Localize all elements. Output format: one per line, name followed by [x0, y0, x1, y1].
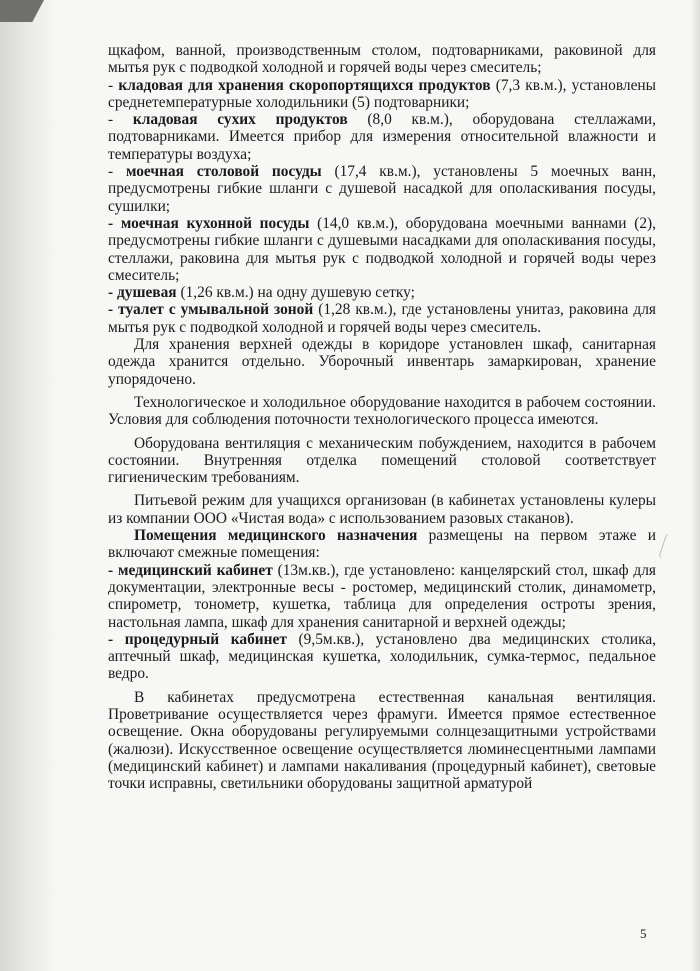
text-run: (14,0 кв.м.), оборудована моечными ваннами (2), предусмотрены гибкие шланги с душевыми насадками для ополаскивания посуды, стеллажи, раковина для мытья рук с подводкой холодной и горячей воды через смеситель;	[108, 214, 657, 284]
paragraph	[108, 631, 656, 683]
scan-edge-shadow	[0, 0, 58, 971]
paragraph	[108, 562, 656, 631]
paragraph	[108, 215, 656, 284]
paragraph	[108, 527, 656, 562]
text-run: Для хранения верхней одежды в коридоре установлен шкаф, санитарная одежда хранится отдельно. Уборочный инвентарь замаркирован, хранение упорядочено.	[108, 336, 656, 388]
bold-term: - моечная кухонной посуды	[108, 214, 310, 232]
paragraph	[108, 301, 656, 336]
text-run: Оборудована вентиляция с механическим побуждением, находится в рабочем состоянии. Внутренняя отделка помещений столовой соответствует гигиеническим требованиям.	[108, 434, 656, 487]
page-number: 5	[640, 926, 647, 941]
text-run: -	[108, 111, 133, 129]
bold-term: - туалет с умывальной зоной	[108, 301, 314, 319]
text-run: щкафом, ванной, производственным столом, подтоварниками, раковиной для мытья рук с подводкой холодной и горячей воды через смеситель;	[108, 42, 656, 77]
text-run: (7,3 кв.м.), установлены среднетемпературные холодильники (5) подтоварники;	[108, 76, 656, 111]
text-run: (13м.кв.), где установлено: канцелярский стол, шкаф для документации, электронные весы - ростомер, медицинский столик, динамометр, спирометр, тонометр, кушетка, таблица для определения остроты зрения, настольная лампа, шкаф для хранения санитарной и верхней одежды;	[108, 561, 656, 631]
paragraph	[108, 492, 656, 527]
pen-mark	[658, 533, 675, 561]
text-run: В кабинетах предусмотрена естественная канальная вентиляция. Проветривание осуществляется через фрамуги. Имеется прямое естественное освещение. Окна оборудованы регулируемыми солнцезащитными устройствами (жалюзи). Искусственное освещение осуществляется люминесцентными лампами (медицинский кабинет) и лампами накаливания (процедурный кабинет), световые точки исправны, светильники оборудованы защитной арматурой	[108, 688, 656, 793]
paragraph	[108, 435, 656, 487]
bold-term: - душевая	[108, 284, 177, 302]
paragraph	[108, 336, 656, 388]
paragraph	[108, 163, 656, 215]
text-run: (9,5м.кв.), установлено два медицинских столика, аптечный шкаф, медицинская кушетка, холодильник, сумка-термос, педальное ведро.	[108, 630, 656, 683]
text-run: (1,26 кв.м.) на одну душевую сетку;	[176, 284, 415, 302]
scan-edge-right	[690, 0, 700, 971]
paragraph	[108, 77, 656, 112]
bold-term: кладовая для хранения скоропортящихся продуктов	[118, 76, 491, 94]
text-run: -	[108, 163, 126, 181]
text-run: Технологическое и холодильное оборудование находится в рабочем состоянии. Условия для соблюдения поточности технологического процесса имеются.	[108, 393, 656, 429]
bold-term: Помещения медицинского назначения	[134, 527, 418, 545]
bold-term: кладовая сухих продуктов	[132, 111, 348, 129]
text-run: размещены на первом этаже и включают смежные помещения:	[108, 527, 656, 562]
paragraph	[108, 42, 656, 77]
paragraph	[108, 689, 656, 793]
document-body	[108, 42, 656, 792]
paragraph	[108, 111, 656, 163]
text-run: (17,4 кв.м.), установлены 5 моечных ванн, предусмотрены гибкие шланги с душевой насадкой для ополаскивания посуды, сушилки;	[108, 163, 656, 215]
bold-term: - процедурный кабинет	[108, 630, 287, 648]
paragraph	[108, 394, 656, 429]
text-run: (1,28 кв.м.), где установлены унитаз, раковина для мытья рук с подводкой холодной и горячей воды через смеситель.	[108, 301, 656, 336]
bold-term: - медицинский кабинет	[108, 561, 273, 579]
text-run: Питьевой режим для учащихся организован (в кабинетах установлены кулеры из компании ООО «Чистая вода» с использованием разовых стаканов).	[108, 492, 656, 527]
text-run: (8,0 кв.м.), оборудована стеллажами, подтоварниками. Имеется прибор для измерения относительной влажности и температуры воздуха;	[108, 111, 656, 163]
paragraph	[108, 284, 656, 301]
text-run: -	[108, 76, 119, 94]
bold-term: моечная столовой посуды	[125, 163, 322, 181]
